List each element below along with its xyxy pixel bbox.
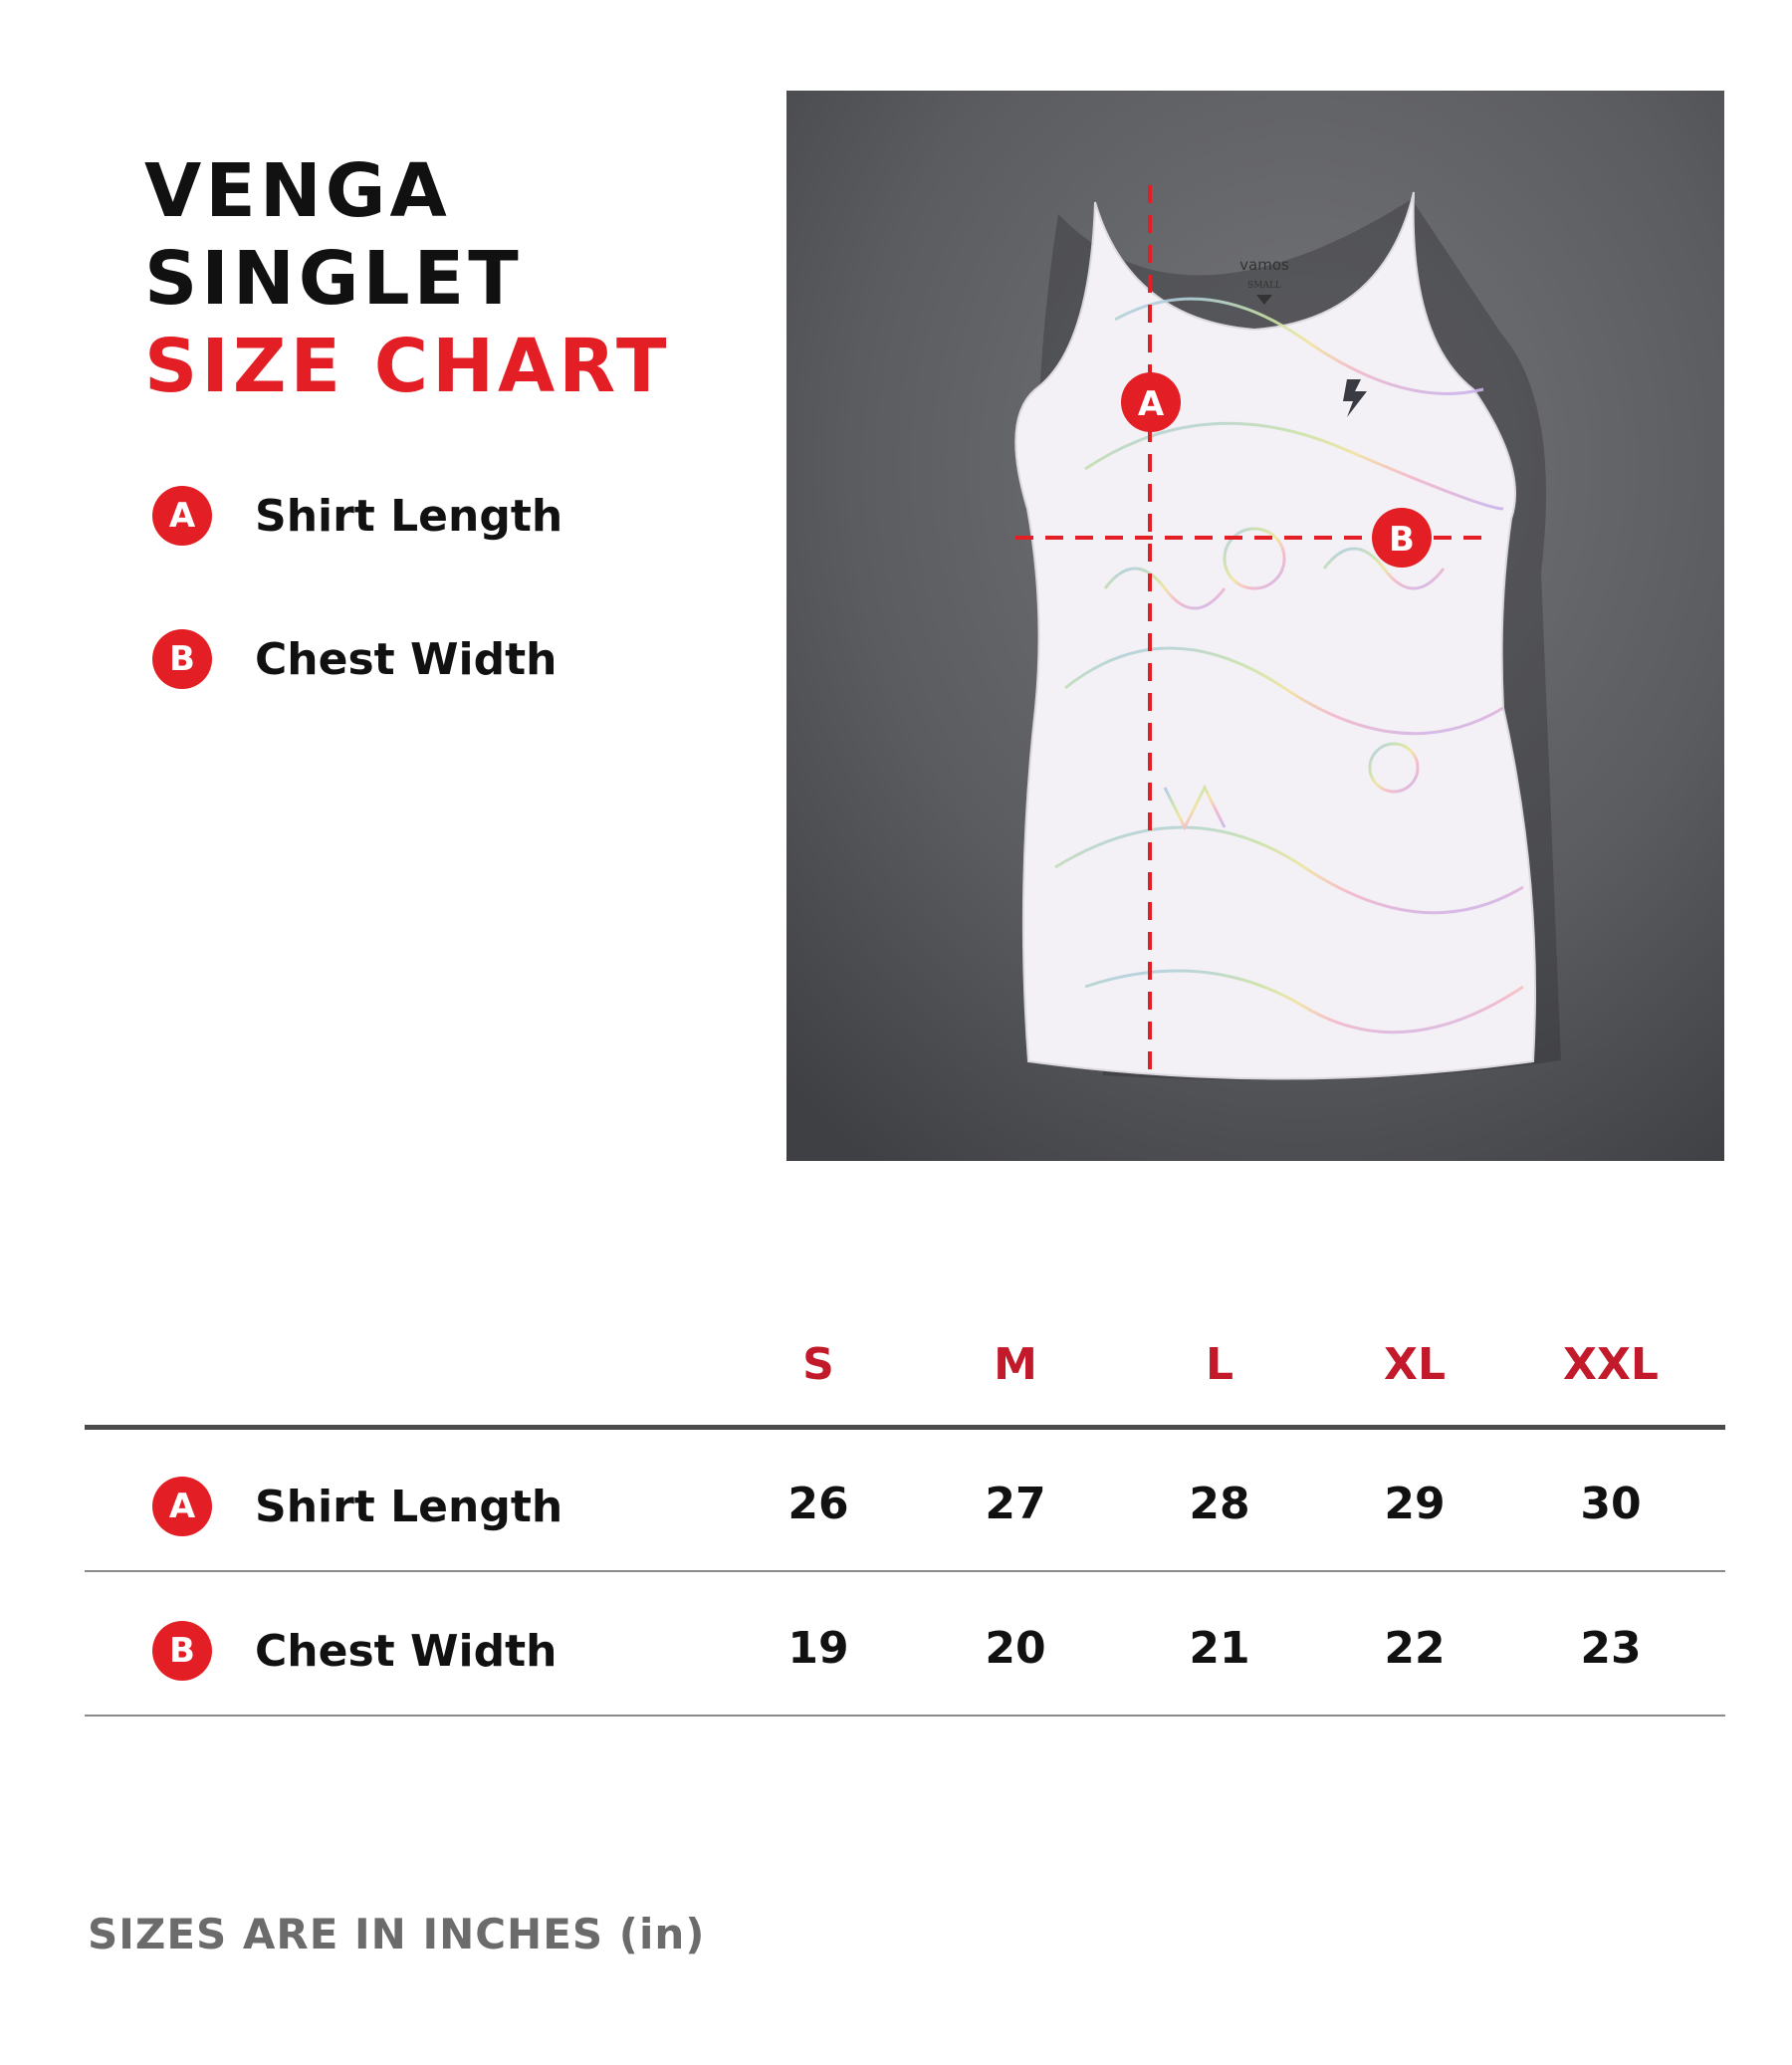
badge-a-icon: A — [152, 486, 212, 546]
legend-item-shirt-length — [152, 486, 562, 546]
title-line-venga: VENGA — [144, 148, 451, 234]
row-label-text: Shirt Length — [255, 1481, 563, 1532]
title-line-singlet: SINGLET — [144, 236, 523, 322]
table-header-divider — [85, 1425, 1725, 1430]
legend-label: Chest Width — [255, 633, 558, 685]
size-header-s: S — [802, 1339, 834, 1390]
table-cell: 28 — [1189, 1479, 1250, 1529]
size-header-m: M — [994, 1339, 1037, 1390]
units-note: SIZES ARE IN INCHES (in) — [88, 1910, 706, 1958]
size-header-xl: XL — [1384, 1339, 1446, 1390]
row-label-text: Chest Width — [255, 1625, 558, 1677]
size-header-l: L — [1205, 1339, 1234, 1390]
badge-b-icon: B — [152, 629, 212, 689]
size-header-xxl: XXL — [1563, 1339, 1659, 1390]
table-row-divider — [85, 1570, 1725, 1572]
table-cell: 30 — [1580, 1479, 1642, 1529]
badge-b-icon: B — [152, 1621, 212, 1681]
table-cell: 26 — [787, 1479, 849, 1529]
title-line-size-chart: SIZE CHART — [144, 324, 671, 409]
marker-a-label: A — [1137, 384, 1165, 424]
page-title — [144, 147, 670, 410]
brand-label: vamos — [1239, 256, 1289, 274]
table-cell: 20 — [985, 1623, 1046, 1674]
table-cell: 19 — [787, 1623, 849, 1674]
table-cell: 29 — [1384, 1479, 1446, 1529]
badge-a-icon: A — [152, 1477, 212, 1536]
marker-b-label: B — [1389, 520, 1415, 560]
table-cell: 27 — [985, 1479, 1046, 1529]
size-table — [85, 1314, 1725, 1718]
legend-label: Shirt Length — [255, 490, 563, 542]
table-bottom-divider — [85, 1715, 1725, 1717]
row-label-shirt-length — [152, 1477, 562, 1536]
legend-item-chest-width — [152, 629, 557, 689]
table-cell: 21 — [1189, 1623, 1250, 1674]
row-label-chest-width — [152, 1621, 557, 1681]
size-tag: SMALL — [1247, 281, 1281, 291]
table-cell: 23 — [1580, 1623, 1642, 1674]
singlet-photo — [786, 91, 1724, 1161]
table-cell: 22 — [1384, 1623, 1446, 1674]
